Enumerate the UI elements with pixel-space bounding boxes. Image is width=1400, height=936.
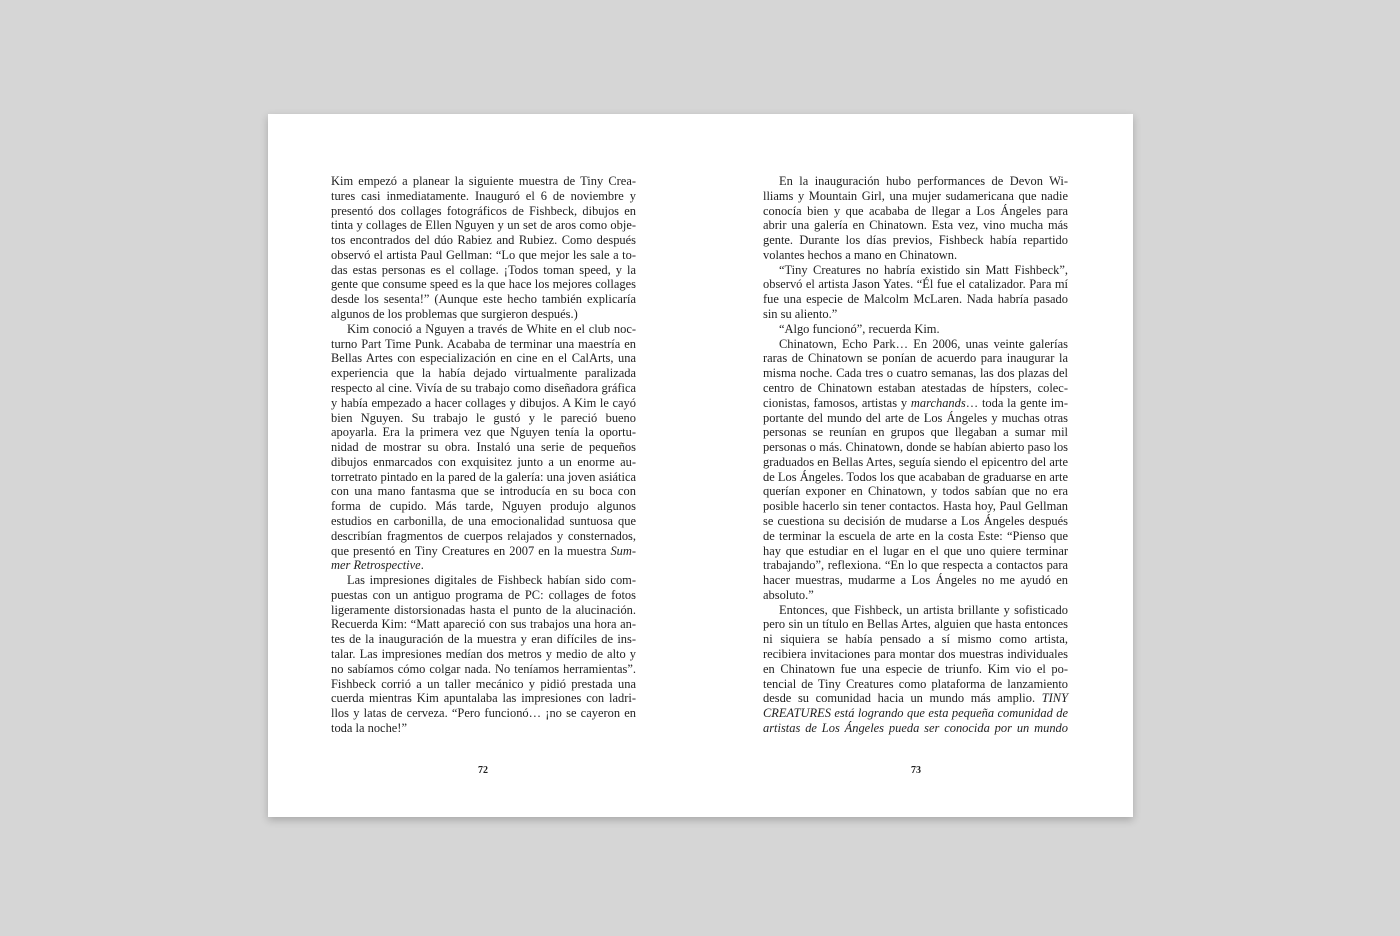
paragraph: En la inauguración hubo performances de Devon Williams y Mountain Girl, una mujer sudamericana que nadie conocía bien y que acababa de llegar a Los Ángeles para abrir una galería en Chinatown. Esta vez, vino mucha más gente. Durante los días previos, Fishbeck había repartido volantes hechos a mano en Chinatown. [763,174,1068,262]
paragraph-text: … toda la gente importante del mundo del arte de Los Ángeles y muchas otras personas se reunían en grupos que llegaban a sumar mil personas o más. Chinatown, donde se habían abierto paso los graduados en Bellas Artes, seguía siendo el epicentro del arte de Los Ángeles. Todos los que acababan de graduarse en arte querían exponer en Chinatown, y todos sabían que no era posible hacerlo sin tener contactos. Hasta hoy, Paul Gellman se cuestiona su decisión de mudarse a Los Ángeles después de terminar la escuela de arte en la costa Este: “Pienso que hay que estudiar en el lugar en el que uno quiere terminar trabajando”, reflexiona. “En lo que respecta a contactos para hacer muestras, mudarme a Los Ángeles no me ayudó en absoluto.” [763,395,1068,602]
paragraph: “Tiny Creatures no habría existido sin Matt Fishbeck”, observó el artista Jason Yates. “Él fue el catalizador. Para mí fue una especie de Malcolm McLaren. Nada habría pasado sin su aliento.” [763,262,1068,322]
page-number: 73 [911,765,921,776]
paragraph-text: Chinatown, Echo Park… En 2006, unas veinte galerías raras de Chinatown se ponían de acuerdo para inaugurar la misma noche. Cada tres o cuatro semanas, las dos plazas del centro de Chinatown estaban atestadas de hípsters, coleccionistas, famosos, artistas y [763,336,1068,410]
italic-word: marchands [910,395,966,410]
left-page [268,114,700,817]
book-spread [268,114,1133,817]
italic-ending: TINY CREATURES está logrando que esta pequeña comunidad de artistas de Los Ángeles pueda ser conocida por un mundo [763,691,1069,735]
paragraph: Kim empezó a planear la siguiente muestra de Tiny Creatures casi inmediatamente. Inauguró el 6 de noviembre y presentó dos collages fotográficos de Fishbeck, dibujos en tinta y collages de Ellen Nguyen y un set de aros como objetos encontrados del dúo Rabiez and Rubiez. Como después observó el artista Paul Gellman: “Lo que mejor les sale a todas estas personas es el collage. ¡Todos toman speed, y la gente que consume speed es la que hace los mejores collages desde los sesenta!” (Aunque este hecho también explicaría algunos de los problemas que surgieron después.) [331,174,636,322]
paragraph-text: Entonces, que Fishbeck, un artista brillante y sofisticado pero sin un título en Bellas Artes, alguien que hasta entonces ni siquiera se había pensado a sí mismo como artista, recibiera invitaciones para montar dos muestras individuales en Chinatown fue una especie de triunfo. Kim vio el potencial de Tiny Creatures como plataforma de lanzamiento desde su comunidad hacia un mundo más amplio. [763,602,1068,706]
paragraph [763,603,1068,736]
paragraph-text: Kim conoció a Nguyen a través de White en el club nocturno Part Time Punk. Acababa de terminar una maestría en Bellas Artes con especialización en cine en el CalArts, una experiencia que la había dejado virtualmente paralizada respecto al cine. Vivía de su trabajo como diseñadora gráfica y había empezado a hacer collages y dibujos. A Kim le cayó bien Nguyen. Su trabajo le gustó y le pareció bueno apoyarla. Era la primera vez que Nguyen tenía la oportunidad de mostrar su obra. Instaló una serie de pequeños dibujos enmarcados con exquisitez junto a un enorme autorretrato pintado en la pared de la galería: una joven asiática con una mano fantasma que se introducía en su boca con forma de cupido. Más tarde, Nguyen produjo algunos estudios en carbonilla, de una emocionalidad suntuosa que describían fragmentos de cuerpos relajados y consternados, que presentó en Tiny Creatures en 2007 en la muestra [331,321,636,558]
paragraph: Kim conoció a Nguyen a través de White en el club nocturno Part Time Punk. Acababa de terminar una maestría en Bellas Artes con especialización en cine en el CalArts, una experiencia que la había dejado virtualmente paralizada respecto al cine. Vivía de su trabajo como diseñadora gráfica y había empezado a hacer collages y dibujos. A Kim le cayó bien Nguyen. Su trabajo le gustó y le pareció bueno apoyarla. Era la primera vez que Nguyen tenía la oportunidad de mostrar su obra. Instaló una serie de pequeños dibujos enmarcados con exquisitez junto a un enorme autorretrato pintado en la pared de la galería: una joven asiática con una mano fantasma que se introducía en su boca con forma de cupido. Más tarde, Nguyen produjo algunos estudios en carbonilla, de una emocionalidad suntuosa que describían fragmentos de cuerpos relajados y consternados, que presentó en Tiny Creatures en 2007 en la muestra Summer Retrospective. [331,321,637,573]
paragraph: “Algo funcionó”, recuerda Kim. [779,321,940,336]
right-page [701,114,1133,817]
left-page-text [331,174,636,736]
italic-title: Summer Retrospective [331,543,637,573]
right-page-text [763,174,1068,736]
paragraph [763,337,1068,603]
paragraph: Las impresiones digitales de Fishbeck habían sido compuestas con un antiguo programa de PC: collages de fotos ligeramente distorsionadas hasta el punto de la alucinación. Recuerda Kim: “Matt apareció con sus trabajos una hora antes de la inauguración de la muestra y eran difíciles de instalar. Las impresiones medían dos metros y medio de alto y no sabíamos cómo colgar nada. No teníamos herramientas”. Fishbeck corrió a un taller mecánico y pidió prestada una cuerda mientras Kim apuntalaba las impresiones con ladrillos y latas de cerveza. “Pero funcionó… ¡no se cayeron en toda la noche!” [331,573,636,735]
page-number: 72 [478,765,488,776]
